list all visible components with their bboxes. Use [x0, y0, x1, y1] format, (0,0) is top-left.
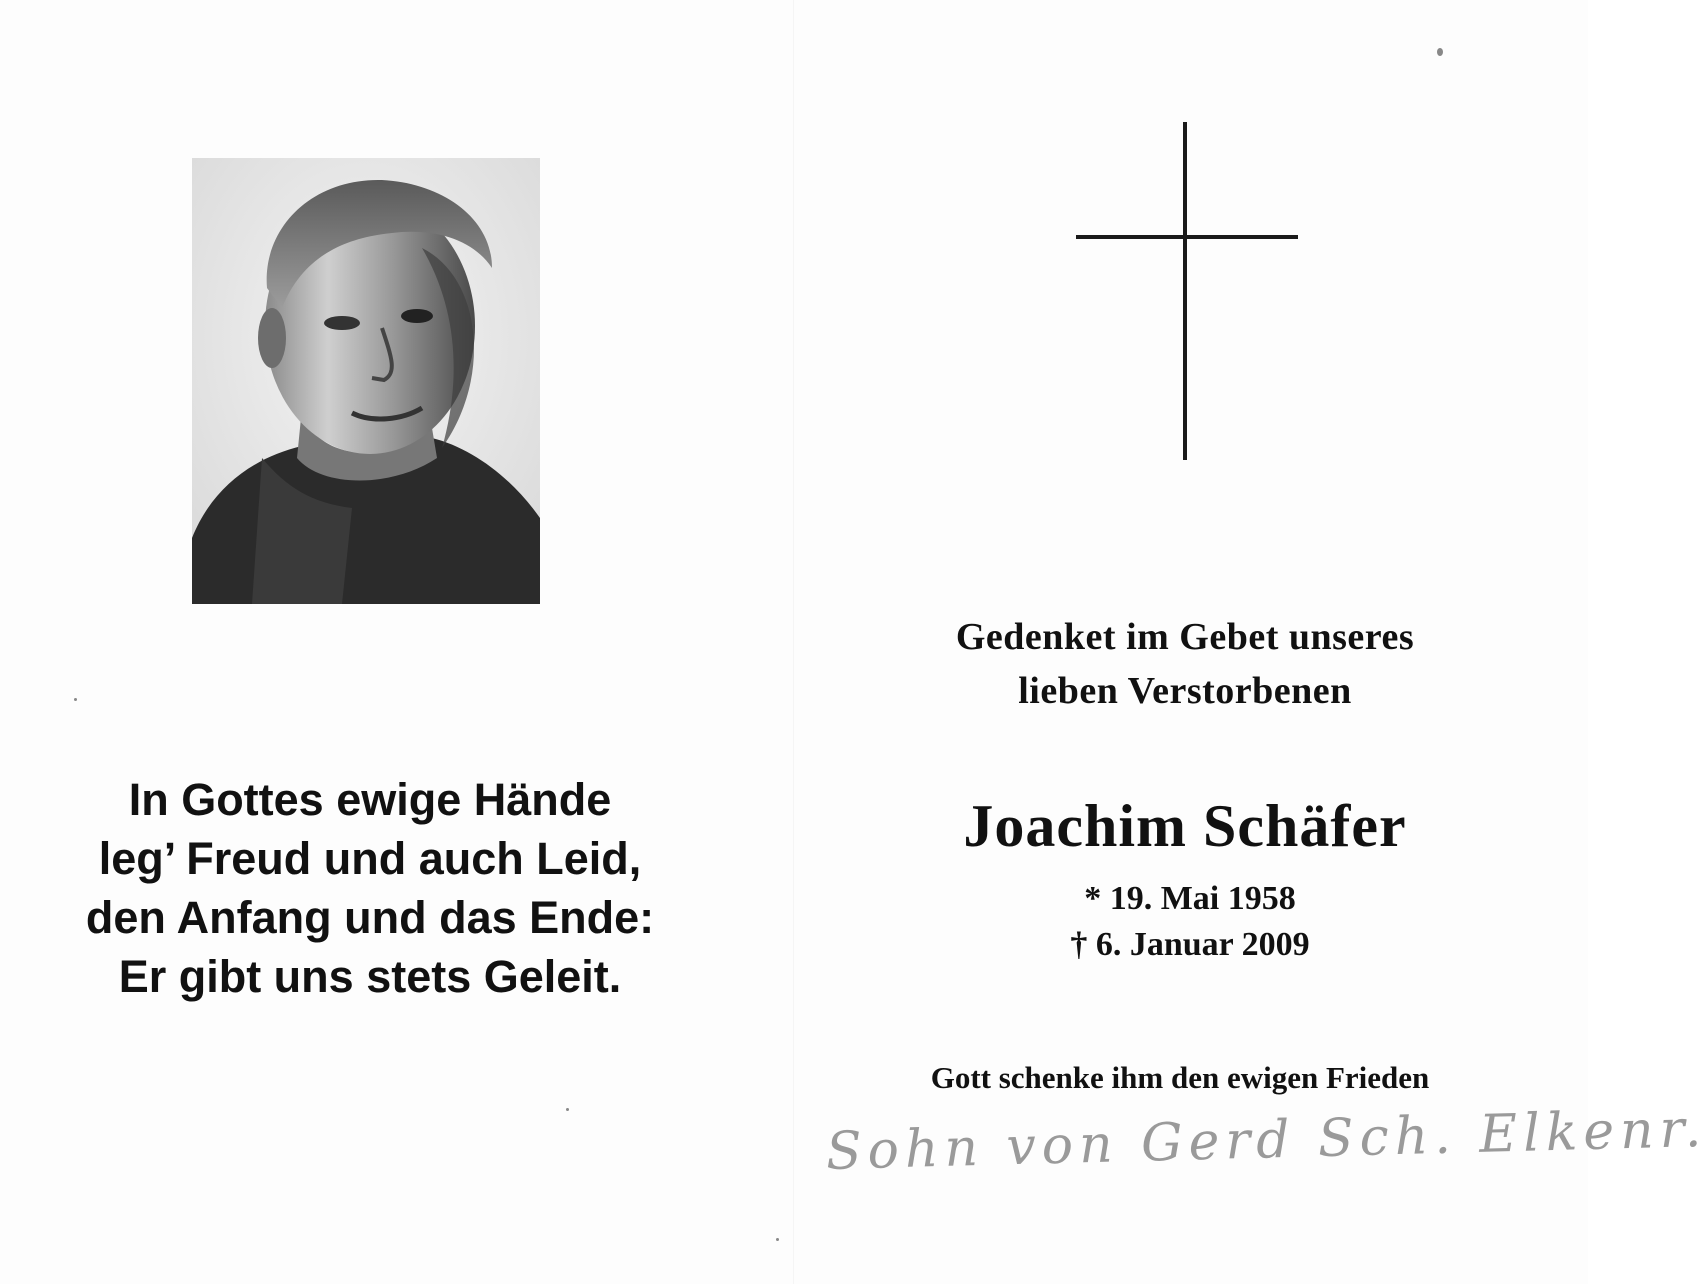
cross-horizontal-bar [1076, 235, 1298, 239]
scan-speck [566, 1108, 569, 1111]
portrait-image [192, 158, 540, 604]
intro-line-2: lieben Verstorbenen [1018, 670, 1352, 712]
blessing-text: Gott schenke ihm den ewigen Frieden [930, 1060, 1430, 1095]
scan-speck [74, 698, 77, 701]
deceased-name: Joachim Schäfer [963, 793, 1407, 859]
scan-speck [1437, 48, 1443, 56]
poem-line-3: den Anfang und das Ende: [85, 892, 655, 943]
death-date: † 6. Januar 2009 [1070, 926, 1310, 963]
poem-line-1: In Gottes ewige Hände [128, 774, 612, 825]
poem [20, 770, 720, 1006]
scan-speck [776, 1238, 779, 1241]
portrait-photo [192, 158, 540, 604]
intro-text [880, 610, 1490, 718]
life-dates [980, 876, 1400, 968]
poem-line-2: leg’ Freud und auch Leid, [98, 833, 642, 884]
cross-vertical-bar [1183, 122, 1187, 460]
handwritten-note: Sohn von Gerd Sch. Elkenr. [825, 1098, 1708, 1182]
card-fold-line [793, 0, 794, 1284]
birth-date: * 19. Mai 1958 [1084, 880, 1296, 917]
poem-line-4: Er gibt uns stets Geleit. [118, 951, 622, 1002]
intro-line-1: Gedenket im Gebet unseres [955, 616, 1415, 658]
